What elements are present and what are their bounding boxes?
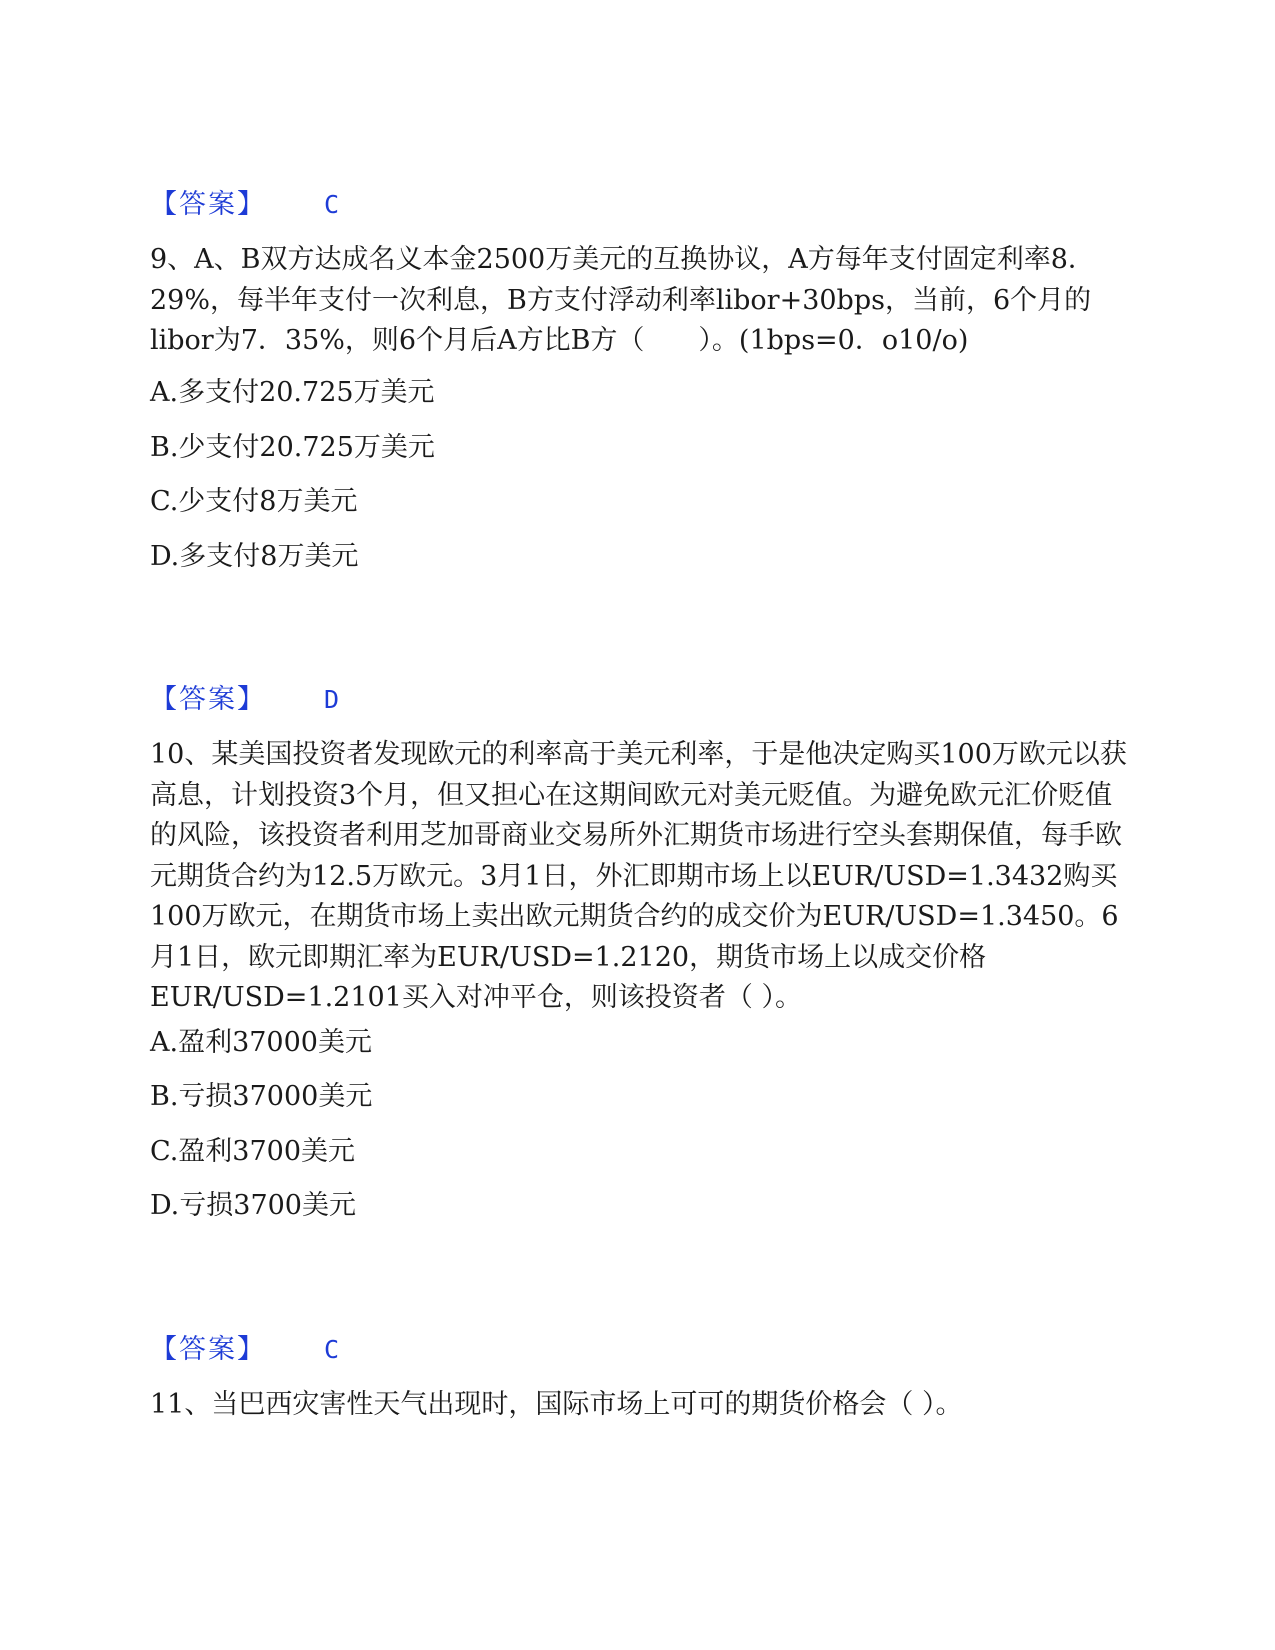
answer-value: C [324, 190, 340, 219]
q9-option-d: D.多支付8万美元 [150, 541, 359, 572]
q10-option-a: A.盈利37000美元 [150, 1027, 372, 1058]
answer-line-q9 [150, 683, 1130, 717]
answer-line-q8 [150, 188, 1130, 222]
q10-option-c: C.盈利3700美元 [150, 1136, 355, 1167]
answer-line-q10 [150, 1333, 1130, 1367]
answer-value: C [324, 1335, 340, 1364]
question-9: 9、A、B双方达成名义本金2500万美元的互换协议，A方每年支付固定利率8．29%，每半年支付一次利息，B方支付浮动利率libor+30bps，当前，6个月的libor为7．35%，则6个月后A方比B方（ ）。(1bps=0．o10/o) [150, 244, 1095, 356]
q10-option-b: B.亏损37000美元 [150, 1081, 373, 1112]
q10-option-d: D.亏损3700美元 [150, 1190, 356, 1221]
q9-option-b: B.少支付20.725万美元 [150, 432, 435, 463]
answer-label: 【答案】 [150, 189, 266, 220]
q9-option-c: C.少支付8万美元 [150, 486, 358, 517]
question-11: 11、当巴西灾害性天气出现时，国际市场上可可的期货价格会（ ）。 [150, 1389, 963, 1420]
answer-label: 【答案】 [150, 684, 266, 715]
answer-label: 【答案】 [150, 1334, 266, 1365]
question-10: 10、某美国投资者发现欧元的利率高于美元利率，于是他决定购买100万欧元以获高息，计划投资3个月，但又担心在这期间欧元对美元贬值。为避免欧元汇价贬值的风险，该投资者利用芝加哥商业交易所外汇期货市场进行空头套期保值，每手欧元期货合约为12.5万欧元。3月1日，外汇即期市场上以EUR/USD=1.3432购买100万欧元，在期货市场上卖出欧元期货合约的成交价为EUR/USD=1.3450。6月1日，欧元即期汇率为EUR/USD=1.2120，期货市场上以成交价格EUR/USD=1.2101买入对冲平仓，则该投资者（ ）。 [150, 739, 1127, 1013]
q9-option-a: A.多支付20.725万美元 [150, 377, 435, 408]
answer-value: D [324, 685, 340, 714]
